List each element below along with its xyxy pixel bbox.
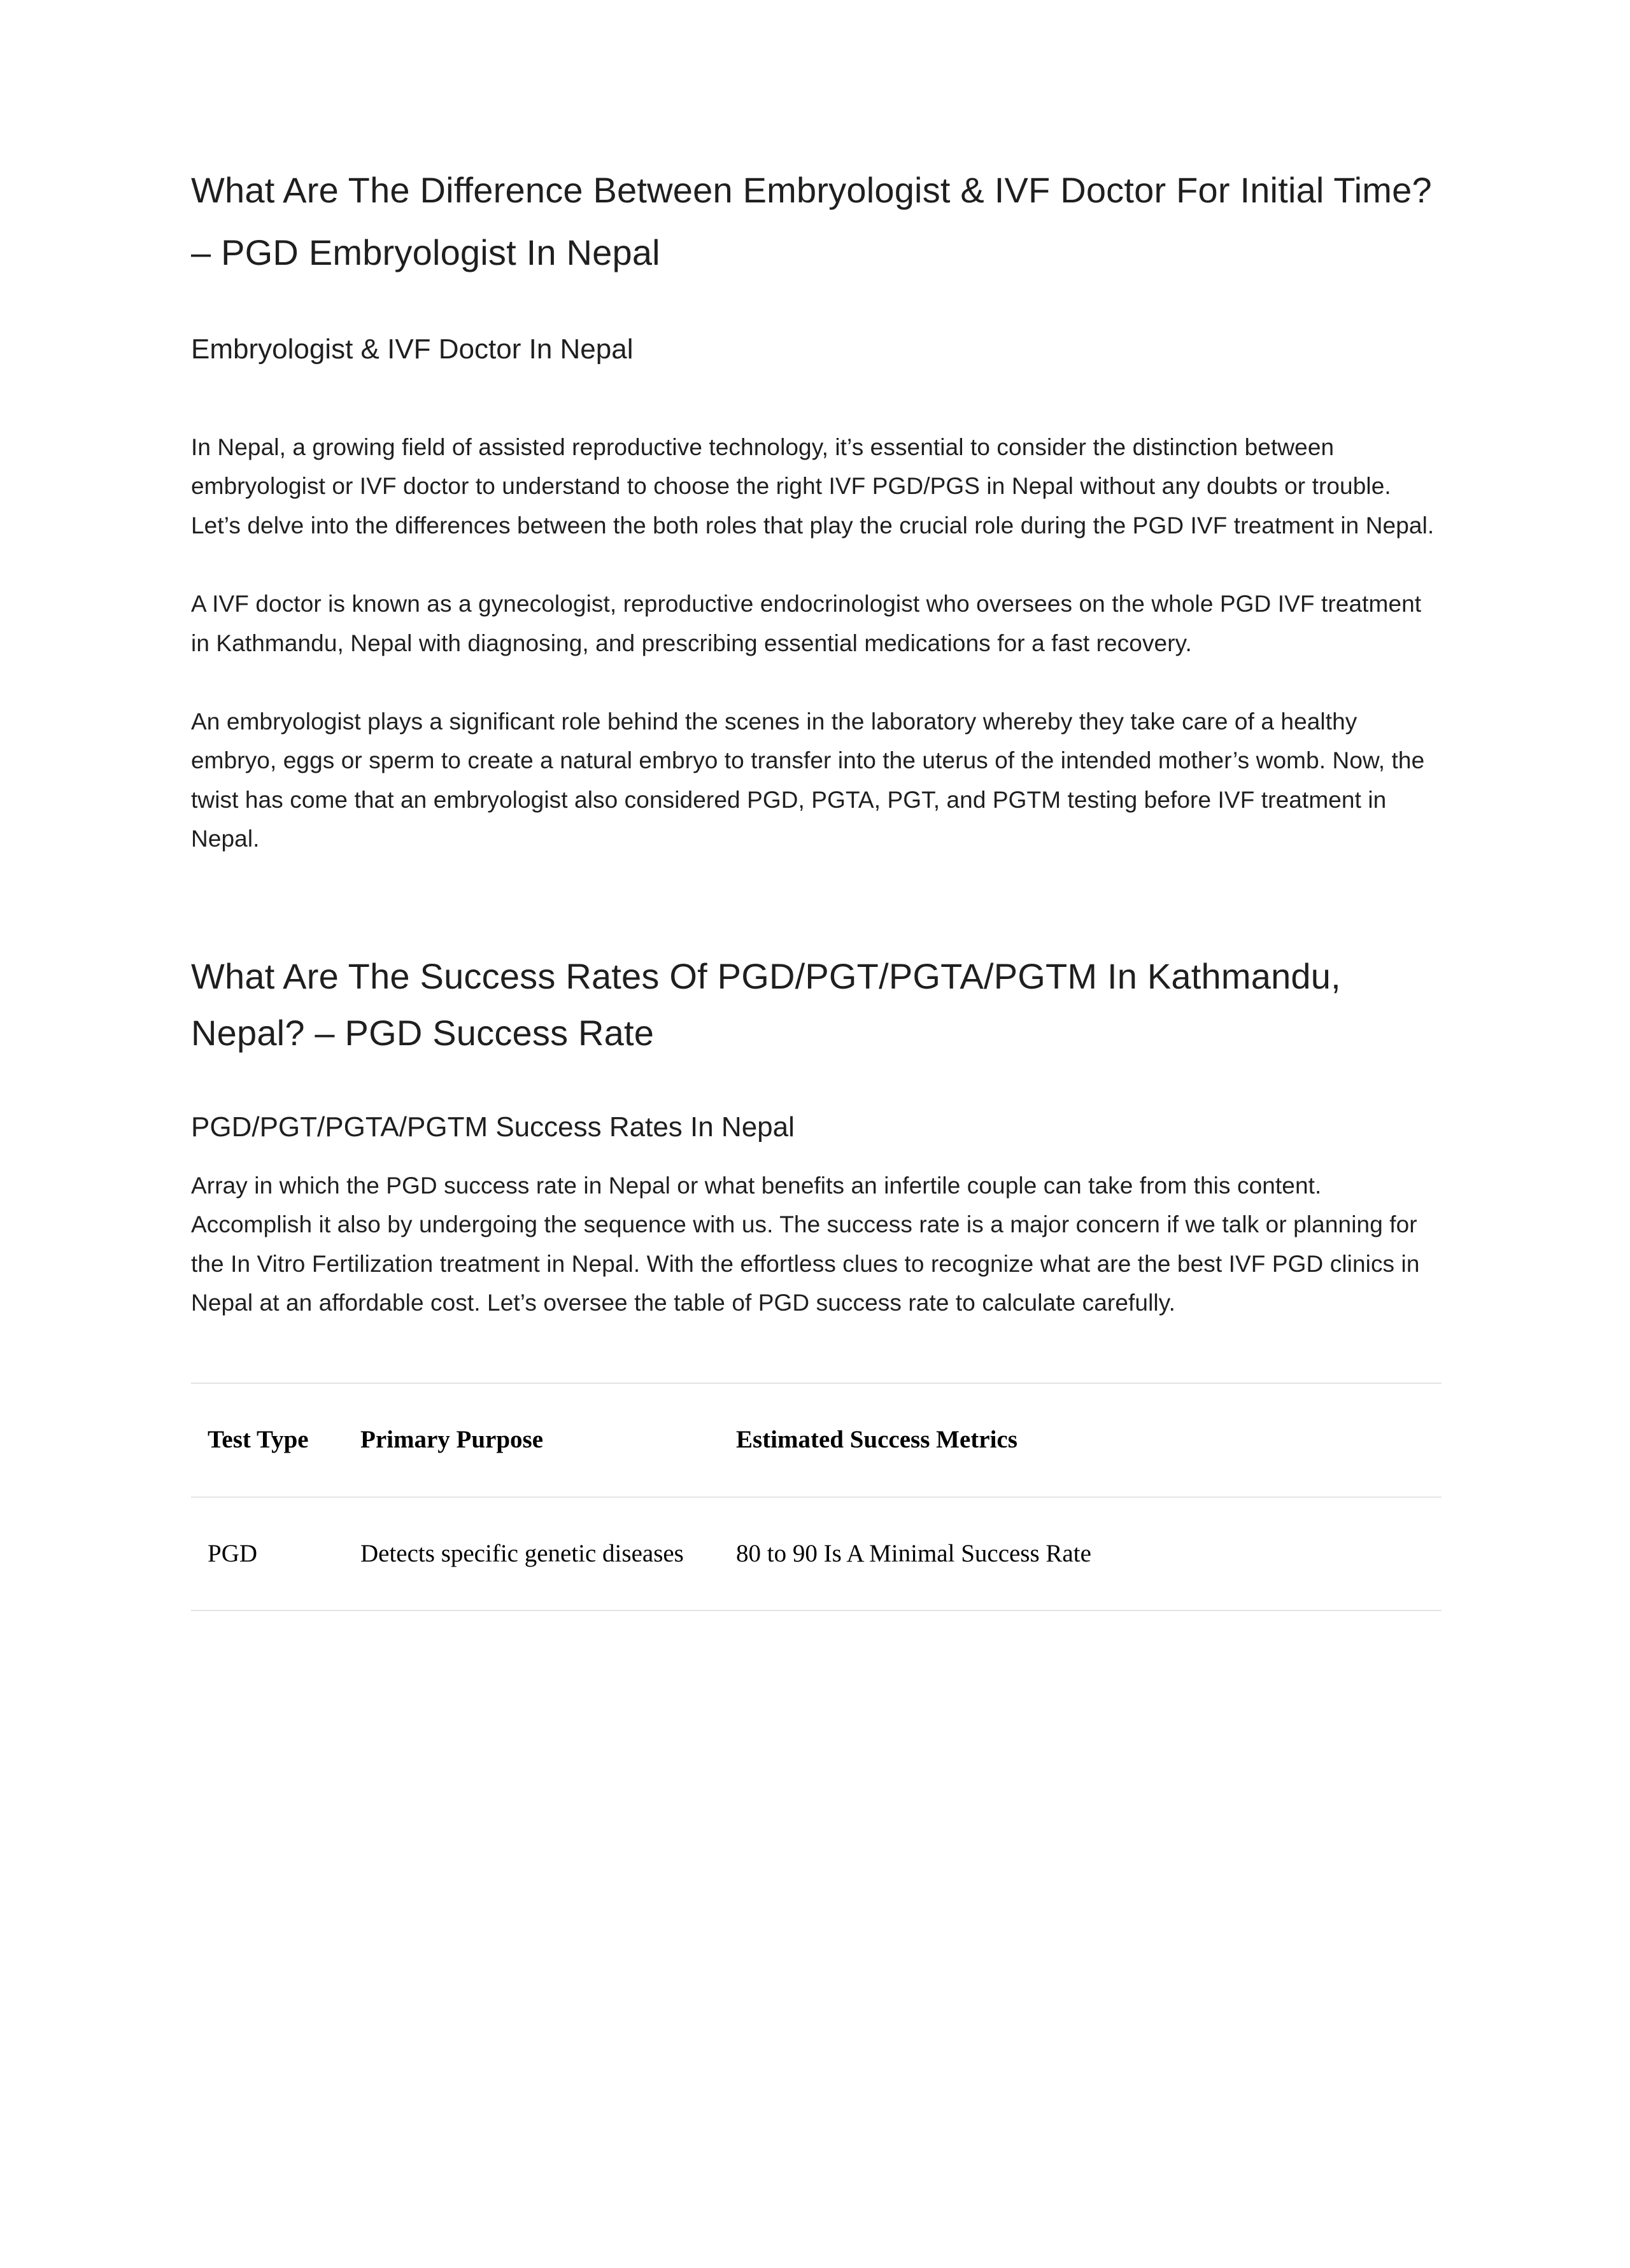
table-cell-test-type: PGD: [208, 1539, 258, 1567]
table-cell-success-metrics: 80 to 90 Is A Minimal Success Rate: [736, 1539, 1091, 1567]
subheading-embryologist-ivf-doctor: Embryologist & IVF Doctor In Nepal: [191, 334, 634, 365]
table-cell-primary-purpose: Detects specific genetic diseases: [360, 1539, 684, 1567]
success-rate-table: [191, 1383, 1442, 1611]
table-row-pgd: [191, 1497, 1442, 1610]
table-header-success-metrics: Estimated Success Metrics: [736, 1426, 1017, 1454]
paragraph-embryologist: An embryologist plays a significant role behind the scenes in the laboratory whereby they take care of a healthy embryo, eggs or sperm to create a natural embryo to transfer into the uterus of the intended mother’s womb. Now, the twist has come that an embryologist also considered PGD, PGTA, PGT, and PGTM testing before IVF treatment in Nepal.: [191, 708, 1425, 852]
table-header-primary-purpose: Primary Purpose: [360, 1426, 544, 1454]
document-page: [0, 159, 1630, 2268]
paragraph-intro: In Nepal, a growing field of assisted reproductive technology, it’s essential to consider the distinction between embryologist or IVF doctor to understand to choose the right IVF PGD/PGS in Nepal without any doubts or trouble. Let’s delve into the differences between the both roles that play the crucial role during the PGD IVF treatment in Nepal.: [191, 434, 1435, 539]
success-rates-heading: What Are The Success Rates Of PGD/PGT/PGTA/PGTM In Kathmandu, Nepal? – PGD Success Rate: [191, 955, 1341, 1053]
paragraph-success-rate: Array in which the PGD success rate in Nepal or what benefits an infertile couple can take from this content. Accomplish it also by undergoing the sequence with us. The success rate is a major concern if we talk or planning for the In Vitro Fertilization treatment in Nepal. With the effortless clues to recognize what are the best IVF PGD clinics in Nepal at an affordable cost. Let’s oversee the table of PGD success rate to calculate carefully.: [191, 1172, 1420, 1316]
table-header-row: [191, 1383, 1442, 1497]
paragraph-ivf-doctor: A IVF doctor is known as a gynecologist, reproductive endocrinologist who oversees on the whole PGD IVF treatment in Kathmandu, Nepal with diagnosing, and prescribing essential medications for a fast recovery.: [191, 591, 1422, 656]
main-heading: What Are The Difference Between Embryologist & IVF Doctor For Initial Time? – PGD Embryologist In Nepal: [191, 170, 1432, 272]
subheading-success-rates: PGD/PGT/PGTA/PGTM Success Rates In Nepal: [191, 1111, 795, 1143]
table-header-test-type: Test Type: [208, 1426, 309, 1454]
